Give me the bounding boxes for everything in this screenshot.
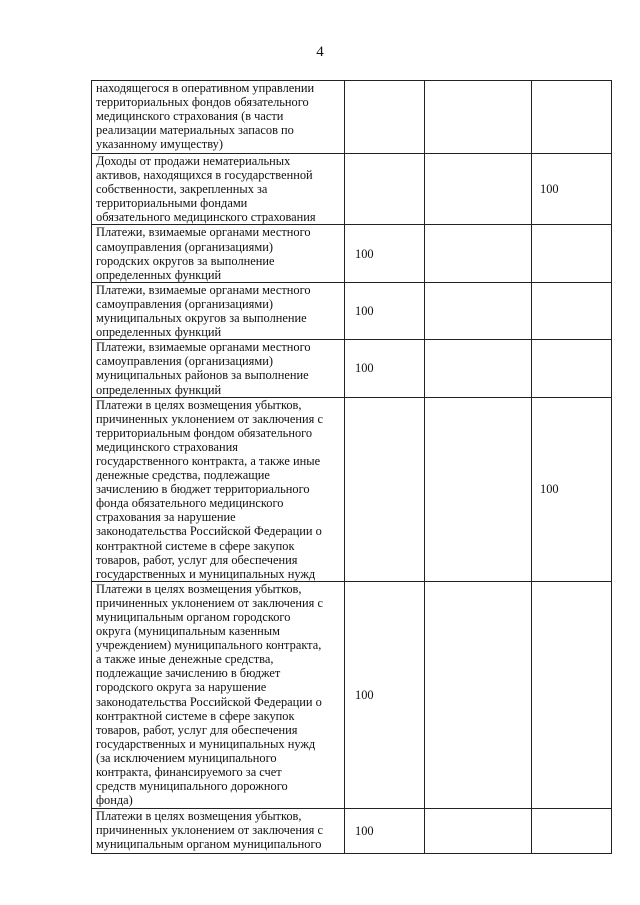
cell-col2 bbox=[345, 154, 425, 225]
row-description: Платежи в целях возмещения убытков, причиненных уклонением от заключения с территориальным фондом обязательного медицинского страхования государственного контракта, а также иные денежные средства, подлежащие зачислению в бюджет территориального фонда обязательного медицинского страхования за нарушение законодательства Российской Федерации о контрактной системе в сфере закупок товаров, работ, услуг для обеспечения государственных и муниципальных нужд bbox=[92, 397, 345, 581]
table-row bbox=[92, 154, 612, 225]
cell-col4 bbox=[532, 340, 612, 397]
row-description: Платежи в целях возмещения убытков, причиненных уклонением от заключения с муниципальным органом муниципального bbox=[92, 808, 345, 853]
cell-col2 bbox=[345, 81, 425, 154]
row-description: Доходы от продажи нематериальных активов, находящихся в государственной собственности, закрепленных за территориальными фондами обязательного медицинского страхования bbox=[92, 154, 345, 225]
cell-col3 bbox=[425, 282, 532, 339]
row-description: находящегося в оперативном управлении территориальных фондов обязательного медицинского страхования (в части реализации материальных запасов по указанному имуществу) bbox=[92, 81, 345, 154]
table-row bbox=[92, 808, 612, 853]
cell-col4 bbox=[532, 81, 612, 154]
row-description: Платежи, взимаемые органами местного самоуправления (организациями) городских округов за выполнение определенных функций bbox=[92, 225, 345, 282]
cell-col2: 100 bbox=[345, 808, 425, 853]
cell-col3 bbox=[425, 225, 532, 282]
table-row bbox=[92, 581, 612, 808]
row-description: Платежи в целях возмещения убытков, причиненных уклонением от заключения с муниципальным органом городского округа (муниципальным казенным учреждением) муниципального контракта, а также иные денежные средства, подлежащие зачислению в бюджет городского округа за нарушение законодательства Российской Федерации о контрактной системе в сфере закупок товаров, работ, услуг для обеспечения государственных и муниципальных нужд (за исключением муниципального контракта, финансируемого за счет средств муниципального дорожного фонда) bbox=[92, 581, 345, 808]
cell-col2: 100 bbox=[345, 225, 425, 282]
table-row bbox=[92, 397, 612, 581]
cell-col3 bbox=[425, 581, 532, 808]
cell-col4 bbox=[532, 808, 612, 853]
cell-col4 bbox=[532, 581, 612, 808]
cell-col3 bbox=[425, 397, 532, 581]
cell-col3 bbox=[425, 808, 532, 853]
cell-col4: 100 bbox=[532, 154, 612, 225]
cell-col4: 100 bbox=[532, 397, 612, 581]
cell-col2: 100 bbox=[345, 282, 425, 339]
cell-col3 bbox=[425, 340, 532, 397]
cell-col4 bbox=[532, 225, 612, 282]
row-description: Платежи, взимаемые органами местного самоуправления (организациями) муниципальных районов за выполнение определенных функций bbox=[92, 340, 345, 397]
cell-col3 bbox=[425, 154, 532, 225]
table-row bbox=[92, 282, 612, 339]
table-row bbox=[92, 340, 612, 397]
row-description: Платежи, взимаемые органами местного самоуправления (организациями) муниципальных округов за выполнение определенных функций bbox=[92, 282, 345, 339]
table-row bbox=[92, 81, 612, 154]
cell-col2 bbox=[345, 397, 425, 581]
table-row bbox=[92, 225, 612, 282]
cell-col3 bbox=[425, 81, 532, 154]
cell-col2: 100 bbox=[345, 581, 425, 808]
revenue-table bbox=[91, 80, 612, 854]
cell-col2: 100 bbox=[345, 340, 425, 397]
page-number: 4 bbox=[316, 44, 324, 60]
cell-col4 bbox=[532, 282, 612, 339]
